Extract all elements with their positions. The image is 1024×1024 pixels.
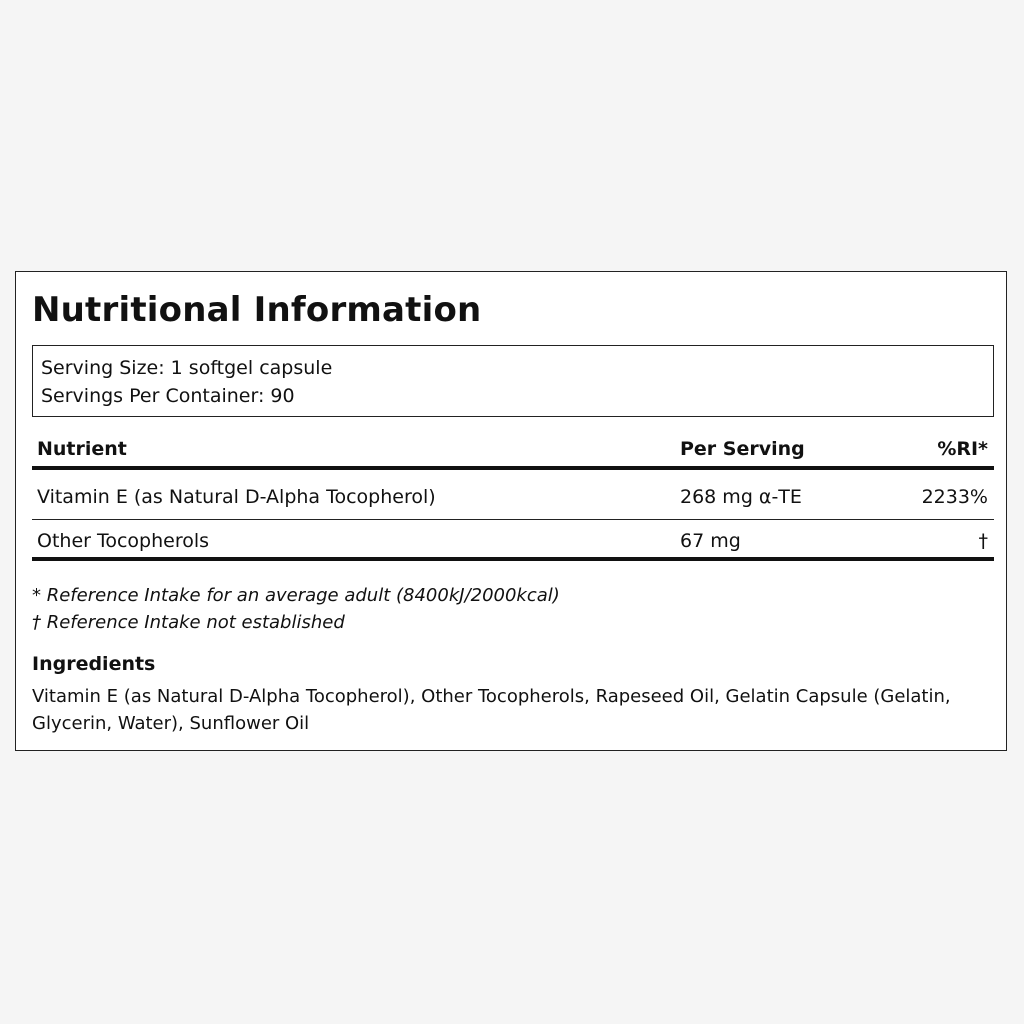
servings-per-container: Servings Per Container: 90 — [41, 385, 295, 407]
serving-size: Serving Size: 1 softgel capsule — [41, 357, 333, 379]
header-ri: %RI* — [937, 438, 988, 460]
nutrition-panel — [15, 271, 1007, 751]
table-row — [32, 520, 994, 561]
table-row — [32, 470, 994, 520]
ingredients-heading: Ingredients — [32, 653, 156, 675]
nutrient-table — [32, 432, 994, 561]
header-per-serving: Per Serving — [680, 438, 805, 460]
nutrient-ri: 2233% — [921, 486, 988, 508]
footnote-dagger: † Reference Intake not established — [32, 612, 345, 633]
table-header-row — [32, 432, 994, 470]
nutrient-ri: † — [978, 530, 988, 552]
nutrient-amount: 67 mg — [680, 530, 741, 552]
nutrient-name: Vitamin E (as Natural D-Alpha Tocopherol) — [37, 486, 436, 508]
footnote-ri: * Reference Intake for an average adult (8400kJ/2000kcal) — [32, 585, 560, 606]
nutrient-name: Other Tocopherols — [37, 530, 210, 552]
serving-info-box — [32, 345, 994, 417]
panel-title: Nutritional Information — [32, 290, 482, 330]
footnotes — [32, 582, 560, 636]
ingredients-list: Vitamin E (as Natural D-Alpha Tocopherol), Other Tocopherols, Rapeseed Oil, Gelatin Capsule (Gelatin, Glycerin, Water), Sunflower Oil — [32, 686, 951, 734]
nutrient-amount: 268 mg α-TE — [680, 486, 802, 508]
header-nutrient: Nutrient — [37, 438, 127, 460]
